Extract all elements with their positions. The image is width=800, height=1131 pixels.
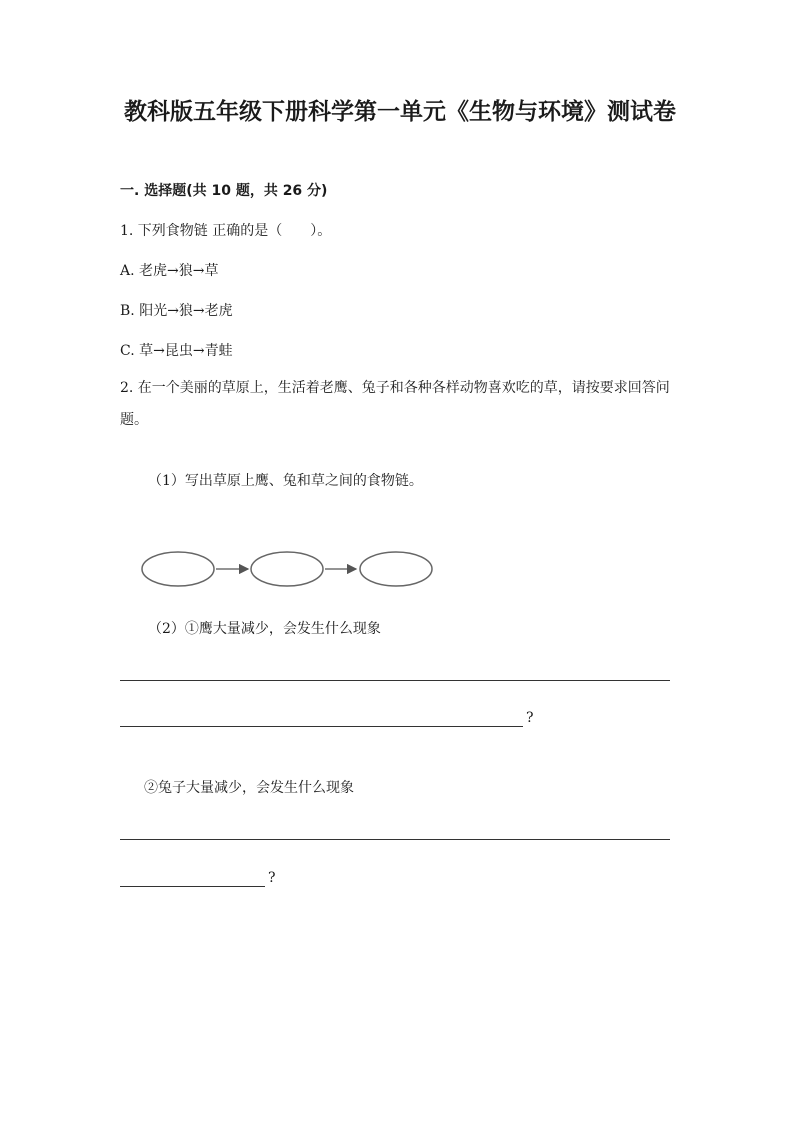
answer-line[interactable] bbox=[120, 726, 523, 727]
answer-line[interactable] bbox=[120, 886, 265, 887]
question-1-option-c: C. 草→昆虫→青蛙 bbox=[120, 343, 233, 359]
page-title: 教科版五年级下册科学第一单元《生物与环境》测试卷 bbox=[124, 99, 676, 125]
question-2-sub-3: ②兔子大量减少，会发生什么现象 bbox=[144, 780, 354, 796]
section-heading: 一. 选择题(共 10 题，共 26 分) bbox=[120, 183, 328, 199]
question-1-option-a: A. 老虎→狼→草 bbox=[120, 263, 219, 279]
question-1-stem: 1. 下列食物链 正确的是（ ）。 bbox=[120, 223, 332, 239]
food-chain-blank-2[interactable] bbox=[251, 552, 323, 586]
answer-line[interactable] bbox=[120, 680, 670, 681]
question-1-option-b: B. 阳光→狼→老虎 bbox=[120, 303, 233, 319]
question-2-sub-1: （1）写出草原上鹰、兔和草之间的食物链。 bbox=[148, 473, 423, 489]
answer-line[interactable] bbox=[120, 839, 670, 840]
question-2-stem: 2. 在一个美丽的草原上，生活着老鹰、兔子和各种各样动物喜欢吃的草，请按要求回答问题。 bbox=[120, 380, 670, 428]
question-mark: ? bbox=[526, 710, 534, 726]
food-chain-diagram bbox=[138, 548, 438, 592]
question-2-sub-2: （2）①鹰大量减少，会发生什么现象 bbox=[148, 621, 381, 637]
food-chain-blank-1[interactable] bbox=[142, 552, 214, 586]
food-chain-blank-3[interactable] bbox=[360, 552, 432, 586]
question-mark: ? bbox=[268, 870, 276, 886]
